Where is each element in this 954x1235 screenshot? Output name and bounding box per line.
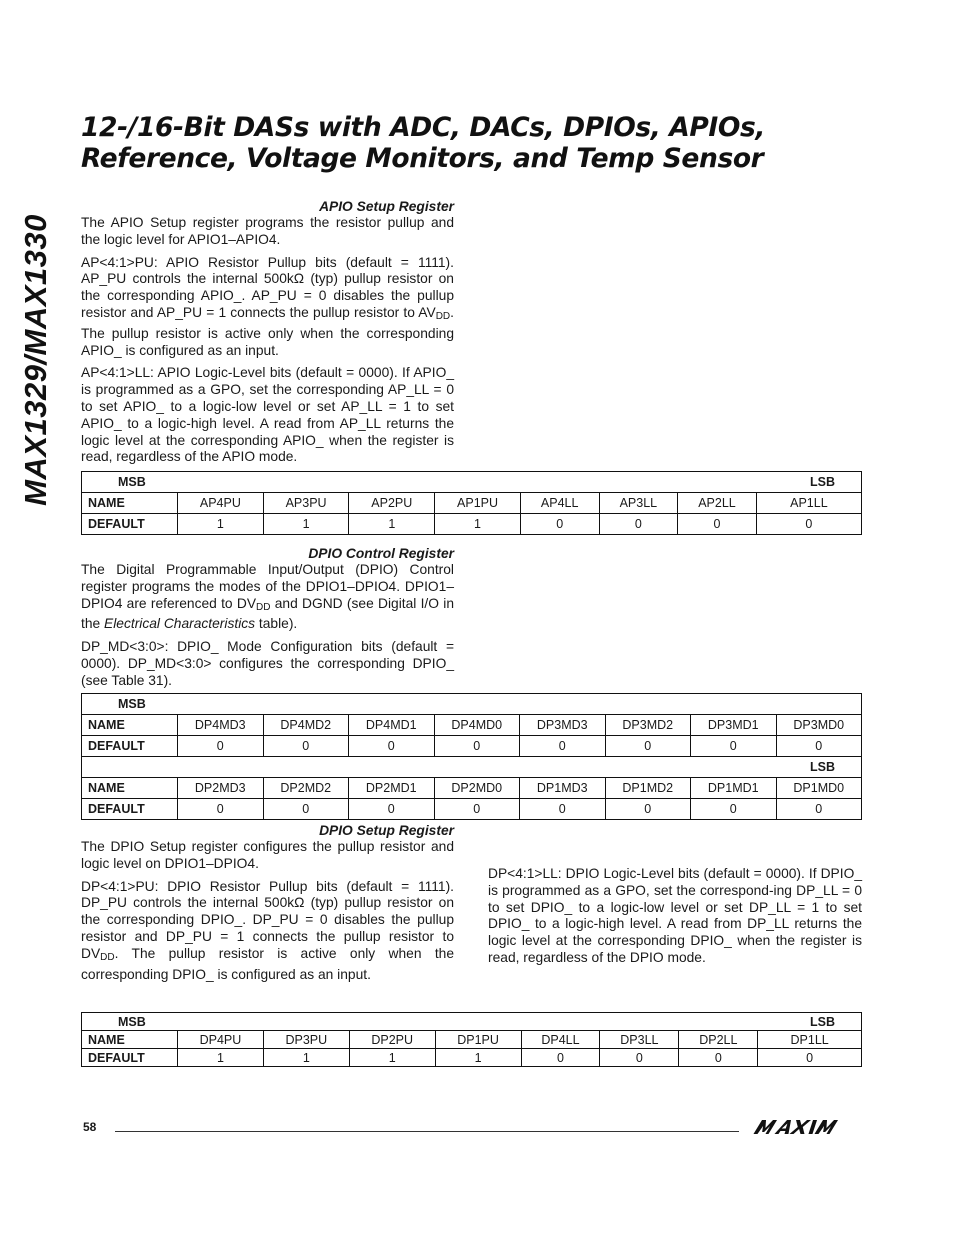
- dpio-control-text-c: table).: [255, 616, 298, 632]
- table-row: [82, 715, 862, 736]
- bit-default: 1: [263, 1049, 349, 1067]
- bit-default: 0: [349, 799, 435, 820]
- dpio-setup-intro: The DPIO Setup register configures the pullup resistor and logic level on DPIO1–DPIO4.: [81, 839, 454, 871]
- dpio-setup-section: [81, 822, 454, 989]
- bit-name: AP4PU: [178, 493, 264, 514]
- bit-name: DP1MD2: [605, 778, 691, 799]
- apio-setup-table: [81, 471, 862, 535]
- bit-default: 1: [435, 1049, 521, 1067]
- msb-label: MSB: [82, 472, 264, 493]
- dpio-control-text-b: and DGND (see Digital I/O in the: [81, 595, 454, 632]
- bit-default: 0: [434, 799, 520, 820]
- bit-name: DP4MD0: [434, 715, 520, 736]
- bit-default: 1: [435, 514, 521, 535]
- bit-default: 0: [349, 736, 435, 757]
- bit-name: DP3MD2: [605, 715, 691, 736]
- bit-name: DP2MD0: [434, 778, 520, 799]
- bit-name: DP3MD0: [776, 715, 862, 736]
- bit-name: AP4LL: [520, 493, 599, 514]
- bit-default: 0: [691, 736, 777, 757]
- apio-pullup-paragraph: [81, 255, 454, 360]
- bit-default: 0: [520, 799, 606, 820]
- apio-setup-intro: The APIO Setup register programs the resistor pullup and the logic level for APIO1–APIO4.: [81, 215, 454, 247]
- table-row: [82, 799, 862, 820]
- bit-default: 1: [349, 1049, 435, 1067]
- apio-pullup-text-b: . The pullup resistor is active only when the corresponding APIO_ is configured as an input.: [81, 304, 454, 358]
- bit-name: DP1MD3: [520, 778, 606, 799]
- bit-default: 0: [263, 736, 349, 757]
- table-header-row: [82, 694, 862, 715]
- table-row: [82, 736, 862, 757]
- bit-name: AP3LL: [599, 493, 678, 514]
- row-label-name: NAME: [82, 1031, 178, 1049]
- bit-default: 0: [776, 799, 862, 820]
- bit-name: DP4MD1: [349, 715, 435, 736]
- bit-default: 0: [178, 736, 264, 757]
- bit-default: 1: [263, 514, 349, 535]
- dpio-control-section: [81, 545, 454, 696]
- bit-default: 0: [600, 1049, 679, 1067]
- table-header-row: [82, 1013, 862, 1031]
- row-label-default: DEFAULT: [82, 1049, 178, 1067]
- bit-name: DP1PU: [435, 1031, 521, 1049]
- dpio-control-heading: DPIO Control Register: [308, 546, 454, 561]
- msb-label: MSB: [82, 1013, 264, 1031]
- table-header-row: [82, 472, 862, 493]
- bit-name: DP4LL: [521, 1031, 600, 1049]
- maxim-logo: [752, 1117, 858, 1137]
- bit-default: 0: [520, 514, 599, 535]
- bit-name: DP2LL: [679, 1031, 758, 1049]
- bit-default: 1: [178, 514, 264, 535]
- bit-name: DP4MD2: [263, 715, 349, 736]
- apio-setup-section: [81, 198, 454, 472]
- lsb-label: LSB: [756, 472, 861, 493]
- dpio-control-subscript: DD: [256, 601, 271, 613]
- bit-name: DP2MD2: [263, 778, 349, 799]
- bit-name: DP4MD3: [178, 715, 264, 736]
- bit-name: AP2LL: [678, 493, 757, 514]
- dpio-control-table: [81, 693, 862, 820]
- bit-default: 0: [758, 1049, 862, 1067]
- bit-name: DP2MD3: [178, 778, 264, 799]
- dpio-pullup-paragraph: [81, 879, 454, 984]
- apio-logic-level-paragraph: AP<4:1>LL: APIO Logic-Level bits (default = 0000). If APIO_ is programmed as a GPO, set the corresponding AP_LL = 0 to set APIO_ to a logic-low level or set AP_LL = 1 to set APIO_ to a logic-high level. A read from AP_LL returns the logic level at the corresponding APIO_ when the register is read, regardless of the APIO mode.: [81, 365, 454, 465]
- dpio-pullup-subscript: DD: [100, 951, 115, 963]
- side-part-number: [10, 200, 62, 520]
- table-header-row: [82, 757, 862, 778]
- table-row: [82, 1031, 862, 1049]
- bit-name: DP1LL: [758, 1031, 862, 1049]
- bit-default: 0: [776, 736, 862, 757]
- title-line-1: 12-/16-Bit DASs with ADC, DACs, DPIOs, APIOs,: [81, 112, 766, 143]
- dpio-control-intro: [81, 562, 454, 633]
- footer-divider: [115, 1131, 739, 1132]
- bit-default: 0: [521, 1049, 600, 1067]
- bit-default: 0: [263, 799, 349, 820]
- dpio-pullup-text-b: . The pullup resistor is active only when the corresponding DPIO_ is configured as an input.: [81, 945, 454, 982]
- bit-name: DP1MD0: [776, 778, 862, 799]
- bit-default: 0: [605, 736, 691, 757]
- row-label-name: NAME: [82, 715, 178, 736]
- lsb-label: LSB: [758, 1013, 862, 1031]
- bit-name: DP4PU: [178, 1031, 264, 1049]
- row-label-name: NAME: [82, 493, 178, 514]
- page-number: 58: [83, 1120, 97, 1134]
- lsb-label: LSB: [776, 757, 862, 778]
- bit-default: 0: [756, 514, 861, 535]
- table-row: [82, 778, 862, 799]
- dpio-setup-table: [81, 1012, 862, 1067]
- apio-pullup-text-a: AP<4:1>PU: APIO Resistor Pullup bits (default = 1111). AP_PU controls the internal 500kΩ (typ) pullup resistor on the corresponding APIO_. AP_PU = 0 disables the pullup resistor and AP_PU = 1 connects the pullup resistor to AV: [81, 254, 454, 320]
- apio-setup-heading: APIO Setup Register: [319, 199, 454, 214]
- bit-name: AP3PU: [263, 493, 349, 514]
- table-row: [82, 514, 862, 535]
- bit-default: 1: [349, 514, 435, 535]
- title-line-2: Reference, Voltage Monitors, and Temp Sensor: [81, 143, 764, 174]
- bit-name: DP3MD3: [520, 715, 606, 736]
- bit-default: 0: [599, 514, 678, 535]
- bit-default: 0: [434, 736, 520, 757]
- dpio-pullup-text-a: DP<4:1>PU: DPIO Resistor Pullup bits (default = 1111). DP_PU controls the internal 500kΩ (typ) pullup resistor on the corresponding DPIO_. DP_PU = 0 disables the pullup resistor and DP_PU = 1 connects the pullup resistor to DV: [81, 878, 454, 961]
- bit-name: DP3MD1: [691, 715, 777, 736]
- row-label-default: DEFAULT: [82, 736, 178, 757]
- dpio-logic-level-section: [488, 866, 862, 973]
- bit-default: 0: [178, 799, 264, 820]
- msb-label: MSB: [82, 694, 264, 715]
- bit-default: 0: [605, 799, 691, 820]
- bit-name: AP1LL: [756, 493, 861, 514]
- page-title: [81, 112, 881, 174]
- bit-name: AP2PU: [349, 493, 435, 514]
- table-row: [82, 493, 862, 514]
- dpio-control-italic: Electrical Characteristics: [104, 616, 256, 632]
- side-part-number-text: MAX1329/MAX1330: [18, 214, 54, 506]
- bit-name: DP2PU: [349, 1031, 435, 1049]
- bit-default: 1: [178, 1049, 264, 1067]
- table-row: [82, 1049, 862, 1067]
- bit-default: 0: [678, 514, 757, 535]
- bit-default: 0: [691, 799, 777, 820]
- dpio-mode-paragraph: DP_MD<3:0>: DPIO_ Mode Configuration bits (default = 0000). DP_MD<3:0> configures the corresponding DPIO_ (see Table 31).: [81, 639, 454, 688]
- bit-name: AP1PU: [435, 493, 521, 514]
- row-label-default: DEFAULT: [82, 799, 178, 820]
- dpio-logic-level-paragraph: DP<4:1>LL: DPIO Logic-Level bits (default = 0000). If DPIO_ is programmed as a GPO, set the correspond-ing DP_LL = 0 to set DPIO_ to a logic-low level or set DP_LL = 1 to set DPIO_ to a logic-high level. A read from DP_LL returns the logic level at the corresponding DPIO_ when the register is read, regardless of the DPIO mode.: [488, 866, 862, 965]
- row-label-name: NAME: [82, 778, 178, 799]
- bit-name: DP1MD1: [691, 778, 777, 799]
- bit-default: 0: [679, 1049, 758, 1067]
- bit-default: 0: [520, 736, 606, 757]
- apio-pullup-subscript: DD: [435, 310, 451, 322]
- bit-name: DP2MD1: [349, 778, 435, 799]
- row-label-default: DEFAULT: [82, 514, 178, 535]
- bit-name: DP3LL: [600, 1031, 679, 1049]
- bit-name: DP3PU: [263, 1031, 349, 1049]
- dpio-control-text-a: The Digital Programmable Input/Output (DPIO) Control register programs the modes of the DPIO1–DPIO4. DPIO1–DPIO4 are referenced to DV: [81, 562, 454, 611]
- dpio-setup-heading: DPIO Setup Register: [319, 823, 454, 838]
